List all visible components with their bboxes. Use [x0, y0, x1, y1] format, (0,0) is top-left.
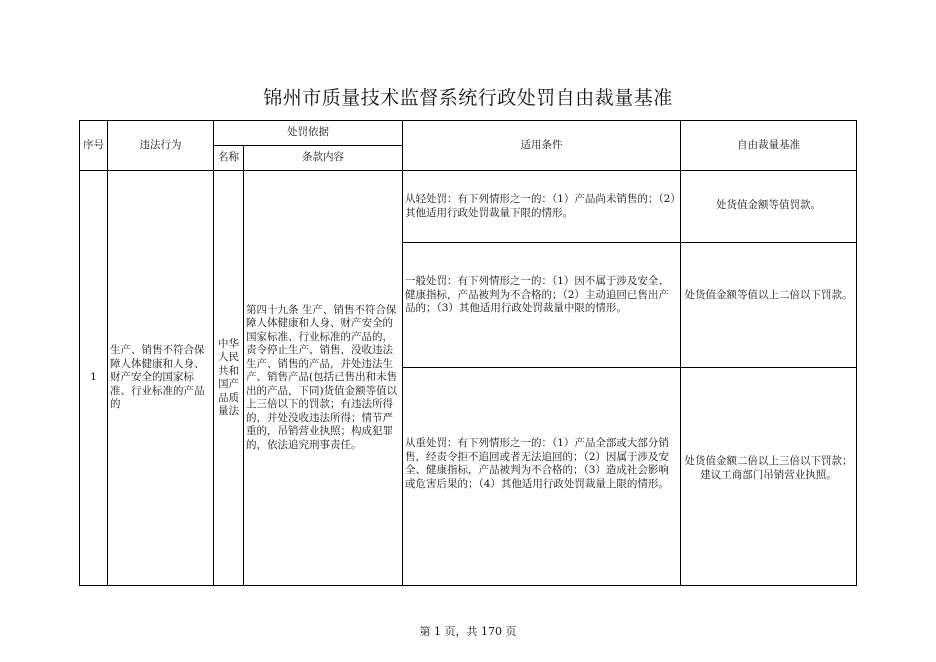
header-standard: 自由裁量基准 [681, 121, 857, 171]
standard-normal: 处货值金额等值以上二倍以下罚款。 [681, 243, 857, 368]
condition-normal: 一般处罚：有下列情形之一的：（1）因不属于涉及安全、健康指标，产品被判为不合格的；（2）主动追回已售出产品的；（3）其他适用行政处罚裁量中限的情形。 [403, 243, 681, 368]
row-seq: 1 [80, 171, 108, 586]
standard-light: 处货值金额等值罚款。 [681, 171, 857, 243]
header-seq: 序号 [80, 121, 108, 171]
document-title: 锦州市质量技术监督系统行政处罚自由裁量基准 [263, 87, 673, 109]
page-footer: 第 1 页，共 170 页 [419, 625, 517, 638]
header-clause: 条款内容 [244, 146, 403, 171]
discretion-table [79, 120, 857, 586]
condition-light: 从轻处罚：有下列情形之一的：（1）产品尚未销售的；（2）其他适用行政处罚裁量下限的情形。 [403, 171, 681, 243]
header-conditions: 适用条件 [403, 121, 681, 171]
condition-heavy: 从重处罚：有下列情形之一的：（1）产品全部或大部分销售，经责令拒不追回或者无法追回的；（2）因属于涉及安全、健康指标，产品被判为不合格的；（3）造成社会影响或危害后果的；（4）其他适用行政处罚裁量上限的情形。 [403, 368, 681, 586]
row-clause: 第四十九条 生产、销售不符合保障人体健康和人身、财产安全的国家标准、行业标准的产品的，责令停止生产、销售，没收违法生产、销售的产品，并处违法生产、销售产品(包括已售出和未售出的产品，下同)货值金额等值以上三倍以下的罚款；有违法所得的，并处没收违法所得；情节严重的，吊销营业执照；构成犯罪的，依法追究刑事责任。 [244, 171, 403, 586]
row-law-name: 中华人民共和国产品质量法 [214, 171, 244, 586]
header-basis: 处罚依据 [214, 121, 403, 146]
header-law-name: 名称 [214, 146, 244, 171]
row-violation: 生产、销售不符合保障人体健康和人身、财产安全的国家标准、行业标准的产品的 [108, 171, 214, 586]
header-act: 违法行为 [108, 121, 214, 171]
standard-heavy: 处货值金额二倍以上三倍以下罚款；建议工商部门吊销营业执照。 [681, 368, 857, 586]
